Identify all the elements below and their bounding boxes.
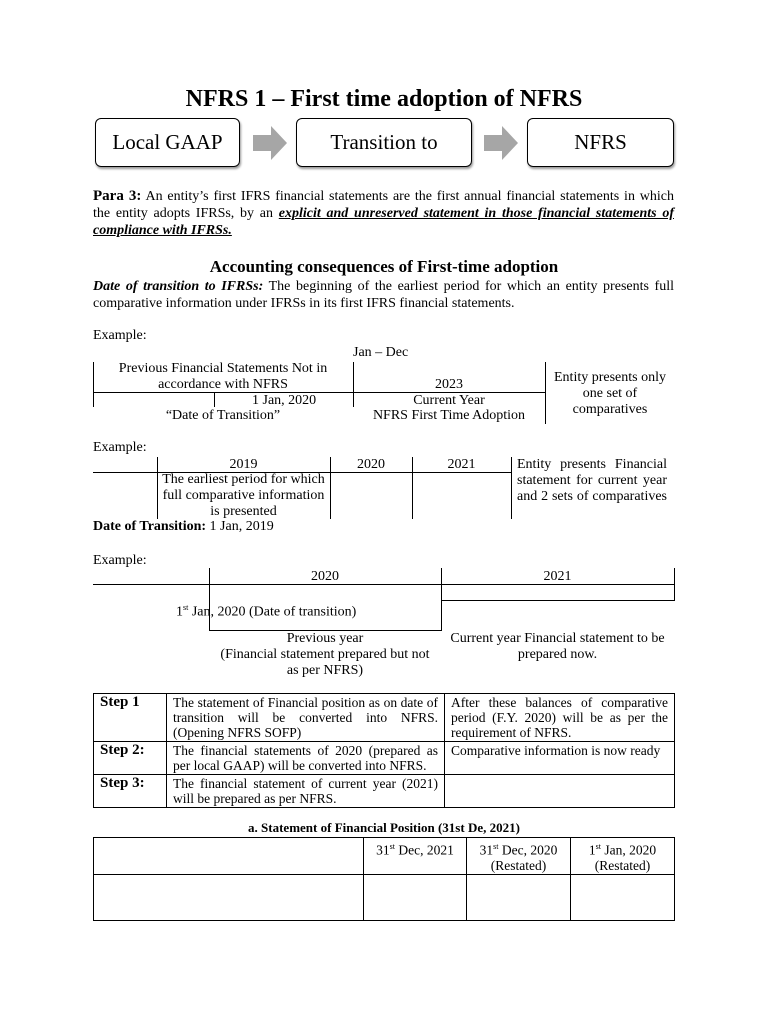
- ex3-current-year: Current year Financial statement to be prepared now.: [450, 631, 665, 662]
- ex2-year-2021: 2021: [447, 457, 476, 472]
- page-title: NFRS 1 – First time adoption of NFRS: [185, 86, 583, 112]
- ex1-year: 2023: [435, 377, 463, 392]
- ex1-current-year: Current Year: [413, 393, 485, 408]
- ex2-date-of-transition: [93, 519, 274, 535]
- table-cell: [94, 838, 364, 875]
- flow-box-local-gaap: Local GAAP: [95, 118, 240, 167]
- flow-box-transition: Transition to: [296, 118, 472, 167]
- step-note: [445, 775, 675, 808]
- ex1-date: 1 Jan, 2020: [252, 393, 317, 408]
- step-desc: The financial statement of current year (2021) will be prepared as per NFRS.: [167, 775, 445, 808]
- ex3-year-2020: 2020: [311, 569, 339, 584]
- section-heading: Accounting consequences of First-time adoption: [209, 257, 559, 276]
- example-label: Example:: [93, 553, 147, 568]
- ex1-prev-fs: Previous Financial Statements Not in accordance with NFRS: [118, 361, 328, 392]
- ex2-year-2019: 2019: [229, 457, 258, 472]
- flow-box-nfrs: NFRS: [527, 118, 674, 167]
- para-3: [93, 188, 674, 239]
- para-3-text: An entity’s first IFRS financial statements are the first annual financial statements in which the entity adopts IFRSs, by an: [93, 189, 674, 221]
- para-3-emphasis: explicit and unreserved statement in those financial statements of compliance with IFRSs.: [93, 206, 674, 238]
- ex1-header: Jan – Dec: [353, 345, 409, 360]
- para-3-label: Para 3:: [93, 188, 142, 204]
- step-label: Step 1: [94, 694, 167, 742]
- step-label: Step 3:: [94, 775, 167, 808]
- ex3-transition-date: 1st Jan, 2020 (Date of transition): [176, 603, 357, 620]
- table-row: [94, 874, 675, 920]
- example-label: Example:: [93, 328, 147, 343]
- step-desc: The financial statements of 2020 (prepared as per local GAAP) will be converted into NFRS.: [167, 742, 445, 775]
- ex3-year-2021: 2021: [543, 569, 572, 584]
- table-row: [94, 694, 675, 742]
- date-def-text: The beginning of the earliest period for which an entity presents full comparative information under IFRSs in its first IFRS financial statements.: [93, 279, 674, 311]
- table-row: [94, 742, 675, 775]
- steps-table: [93, 693, 675, 808]
- ex1-date-of-transition: “Date of Transition”: [165, 408, 281, 423]
- sofp-col-2020: 31st Dec, 2020 (Restated): [467, 838, 571, 875]
- sofp-caption: a. Statement of Financial Position (31st De, 2021): [248, 820, 520, 835]
- example-label: Example:: [93, 440, 147, 455]
- date-of-transition-definition: [93, 278, 674, 312]
- table-cell: [467, 874, 571, 920]
- arrow-right-icon: [484, 126, 518, 160]
- date-def-label: Date of transition to IFRSs:: [93, 279, 264, 294]
- step-note: Comparative information is now ready: [445, 742, 675, 775]
- ex2-year-2020: 2020: [357, 457, 385, 472]
- table-cell: [94, 874, 364, 920]
- table-cell: [571, 874, 675, 920]
- table-cell: [364, 874, 467, 920]
- ex2-dot-value: 1 Jan, 2019: [206, 519, 274, 534]
- ex1-note: Entity presents only one set of comparatives: [554, 370, 666, 417]
- table-row: [94, 838, 675, 875]
- sofp-table: [93, 837, 675, 921]
- step-desc: The statement of Financial position as on date of transition will be converted into NFRS. (Opening NFRS SOFP): [167, 694, 445, 742]
- ex3-prev-year-detail: (Financial statement prepared but not as per NFRS): [220, 647, 430, 678]
- sofp-col-jan-2020: 1st Jan, 2020 (Restated): [571, 838, 675, 875]
- ex2-dot-label: Date of Transition:: [93, 519, 207, 534]
- sofp-col-2021: 31st Dec, 2021: [364, 838, 467, 875]
- ex3-prev-year: Previous year: [286, 631, 364, 646]
- table-row: [94, 775, 675, 808]
- step-note: After these balances of comparative period (F.Y. 2020) will be as per the requirement of NFRS.: [445, 694, 675, 742]
- ex2-note: Entity presents Financial statement for current year and 2 sets of comparatives: [517, 457, 667, 504]
- ex2-earliest: The earliest period for which full comparative information is presented: [162, 472, 325, 519]
- step-label: Step 2:: [94, 742, 167, 775]
- arrow-right-icon: [253, 126, 287, 160]
- ex1-first-time: NFRS First Time Adoption: [372, 408, 526, 423]
